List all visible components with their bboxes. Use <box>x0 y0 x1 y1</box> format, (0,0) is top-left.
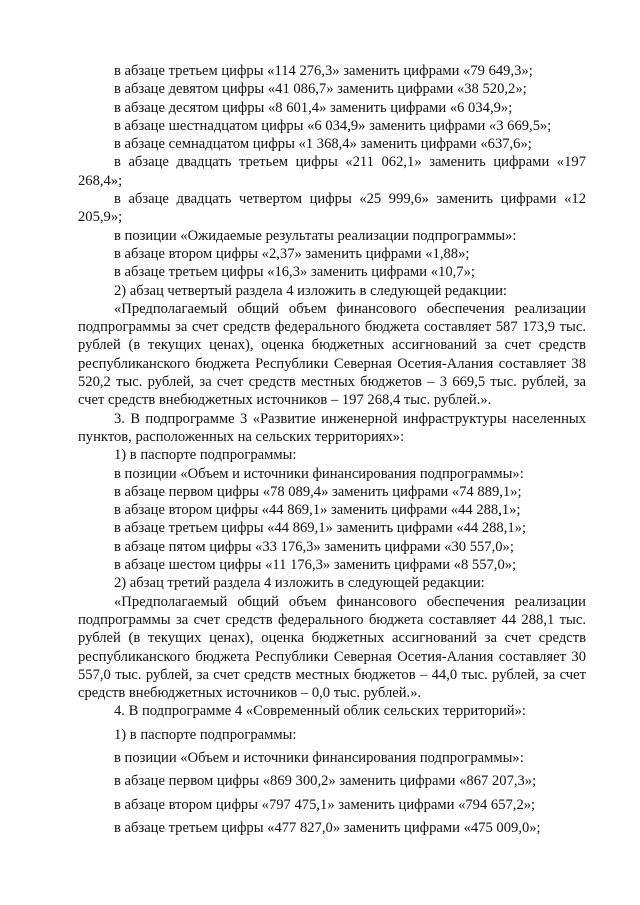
paragraph-18: в абзаце третьем цифры «44 869,1» заменить цифрами «44 288,1»; <box>114 520 527 537</box>
paragraph-19: в абзаце пятом цифры «33 176,3» заменить цифрами «30 557,0»; <box>114 538 514 555</box>
paragraph-28: в абзаце третьем цифры «477 827,0» заменить цифрами «475 009,0»; <box>114 819 541 836</box>
paragraph-22: «Предполагаемый общий объем финансового обеспечения реализации подпрограммы за счет средств федерального бюджета составляет 44 288,1 тыс. рублей (в текущих ценах), оценка бюджетных ассигнований за счет средств республиканского бюджета Республики Северная Осетия-Алания составляет 30 557,0 тыс. рублей, за счет средств местных бюджетов – 44,0 тыс. рублей, за счет средств внебюджетных источников – 0,0 тыс. рублей.». <box>78 593 586 702</box>
paragraph-8: в позиции «Ожидаемые результаты реализации подпрограммы»: <box>114 227 517 244</box>
paragraph-2: в абзаце девятом цифры «41 086,7» заменить цифрами «38 520,2»; <box>114 81 527 98</box>
paragraph-5: в абзаце семнадцатом цифры «1 368,4» заменить цифрами «637,6»; <box>114 136 532 153</box>
paragraph-17: в абзаце втором цифры «44 869,1» заменить цифрами «44 288,1»; <box>114 502 521 519</box>
paragraph-11: 2) абзац четвертый раздела 4 изложить в следующей редакции: <box>114 282 507 299</box>
paragraph-24: 1) в паспорте подпрограммы: <box>114 726 297 743</box>
paragraph-4: в абзаце шестнадцатом цифры «6 034,9» заменить цифрами «3 669,5»; <box>114 117 552 134</box>
paragraph-3: в абзаце десятом цифры «8 601,4» заменить цифрами «6 034,9»; <box>114 99 513 116</box>
paragraph-23: 4. В подпрограмме 4 «Современный облик сельских территорий»: <box>114 703 526 720</box>
paragraph-9: в абзаце втором цифры «2,37» заменить цифрами «1,88»; <box>114 245 470 262</box>
document-page <box>78 62 586 837</box>
paragraph-7: в абзаце двадцать четвертом цифры «25 999,6» заменить цифрами «12 205,9»; <box>78 191 586 226</box>
paragraph-16: в абзаце первом цифры «78 089,4» заменить цифрами «74 889,1»; <box>114 483 522 500</box>
paragraph-20: в абзаце шестом цифры «11 176,3» заменить цифрами «8 557,0»; <box>114 557 517 574</box>
paragraph-6: в абзаце двадцать третьем цифры «211 062,1» заменить цифрами «197 268,4»; <box>78 154 586 189</box>
paragraph-13: 3. В подпрограмме 3 «Развитие инженерной инфраструктуры населенных пунктов, расположенных на сельских территориях»: <box>78 410 586 445</box>
paragraph-26: в абзаце первом цифры «869 300,2» заменить цифрами «867 207,3»; <box>114 773 537 790</box>
paragraph-1: в абзаце третьем цифры «114 276,3» заменить цифрами «79 649,3»; <box>114 63 533 79</box>
paragraph-14: 1) в паспорте подпрограммы: <box>114 447 297 464</box>
paragraph-27: в абзаце втором цифры «797 475,1» заменить цифрами «794 657,2»; <box>114 796 536 813</box>
paragraph-12: «Предполагаемый общий объем финансового обеспечения реализации подпрограммы за счет средств федерального бюджета составляет 587 173,9 тыс. рублей (в текущих ценах), оценка бюджетных ассигнований за счет средств республиканского бюджета Республики Северная Осетия-Алания составляет 38 520,2 тыс. рублей, за счет средств местных бюджетов – 3 669,5 тыс. рублей, за счет средств внебюджетных источников – 197 268,4 тыс. рублей.». <box>78 300 586 409</box>
paragraph-15: в позиции «Объем и источники финансирования подпрограммы»: <box>114 465 524 482</box>
paragraph-10: в абзаце третьем цифры «16,3» заменить цифрами «10,7»; <box>114 264 475 281</box>
paragraph-25: в позиции «Объем и источники финансирования подпрограммы»: <box>114 749 524 766</box>
paragraph-21: 2) абзац третий раздела 4 изложить в следующей редакции: <box>114 575 485 592</box>
